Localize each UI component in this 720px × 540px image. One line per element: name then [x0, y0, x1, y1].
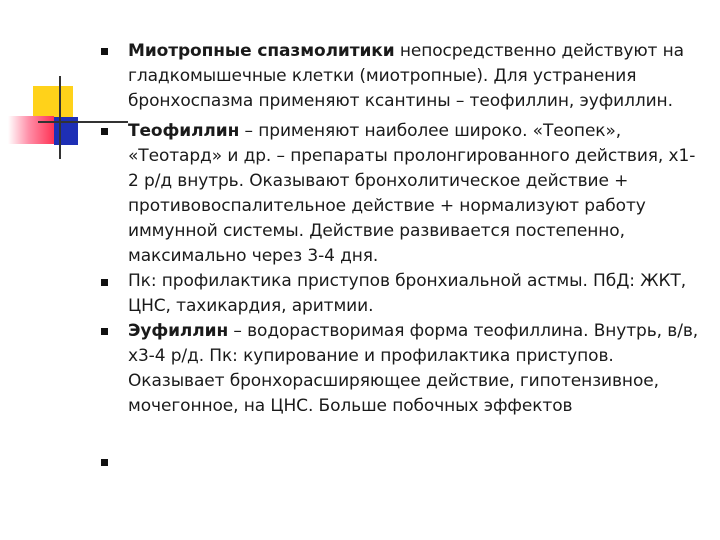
bullet-body-4: – водорастворимая форма теофиллина. Внутрь, в/в, х3-4 р/д. Пк: купирование и профилактика приступов. Оказывает бронхорасширяющее действие, гипотензивное, мочегонное, на ЦНС. Больше побочных эффектов	[128, 321, 699, 416]
bullet-text-4	[128, 319, 703, 419]
bullet-icon	[101, 459, 108, 466]
bullet-icon	[101, 328, 108, 335]
bullet-bold-2: Теофиллин	[128, 121, 240, 141]
bullet-text-3	[128, 269, 703, 319]
bullet-icon	[101, 279, 108, 286]
bullet-body-3: Пк: профилактика приступов бронхиальной астмы. ПбД: ЖКТ, ЦНС, тахикардия, аритмии.	[128, 271, 687, 316]
bullet-bold-1: Миотропные спазмолитики	[128, 41, 395, 61]
decor-vertical-line	[59, 76, 61, 159]
bullet-text-1	[128, 39, 703, 114]
decor-horizontal-line	[38, 121, 128, 123]
bullet-text-2	[128, 119, 703, 269]
bullet-icon	[101, 128, 108, 135]
bullet-body-1: непосредственно действуют на гладкомышечные клетки (миотропные). Для устранения бронхоспазма применяют ксантины – теофиллин, эуфиллин.	[128, 41, 684, 111]
bullet-icon	[101, 48, 108, 55]
bullet-bold-4: Эуфиллин	[128, 321, 229, 341]
bullet-body-2: – применяют наиболее широко. «Теопек», «Теотард» и др. – препараты пролонгированного действия, х1-2 р/д внутрь. Оказывают бронхолитическое действие + противовоспалительное действие + нормализуют работу иммунной системы. Действие развивается постепенно, максимально через 3-4 дня.	[128, 121, 696, 266]
